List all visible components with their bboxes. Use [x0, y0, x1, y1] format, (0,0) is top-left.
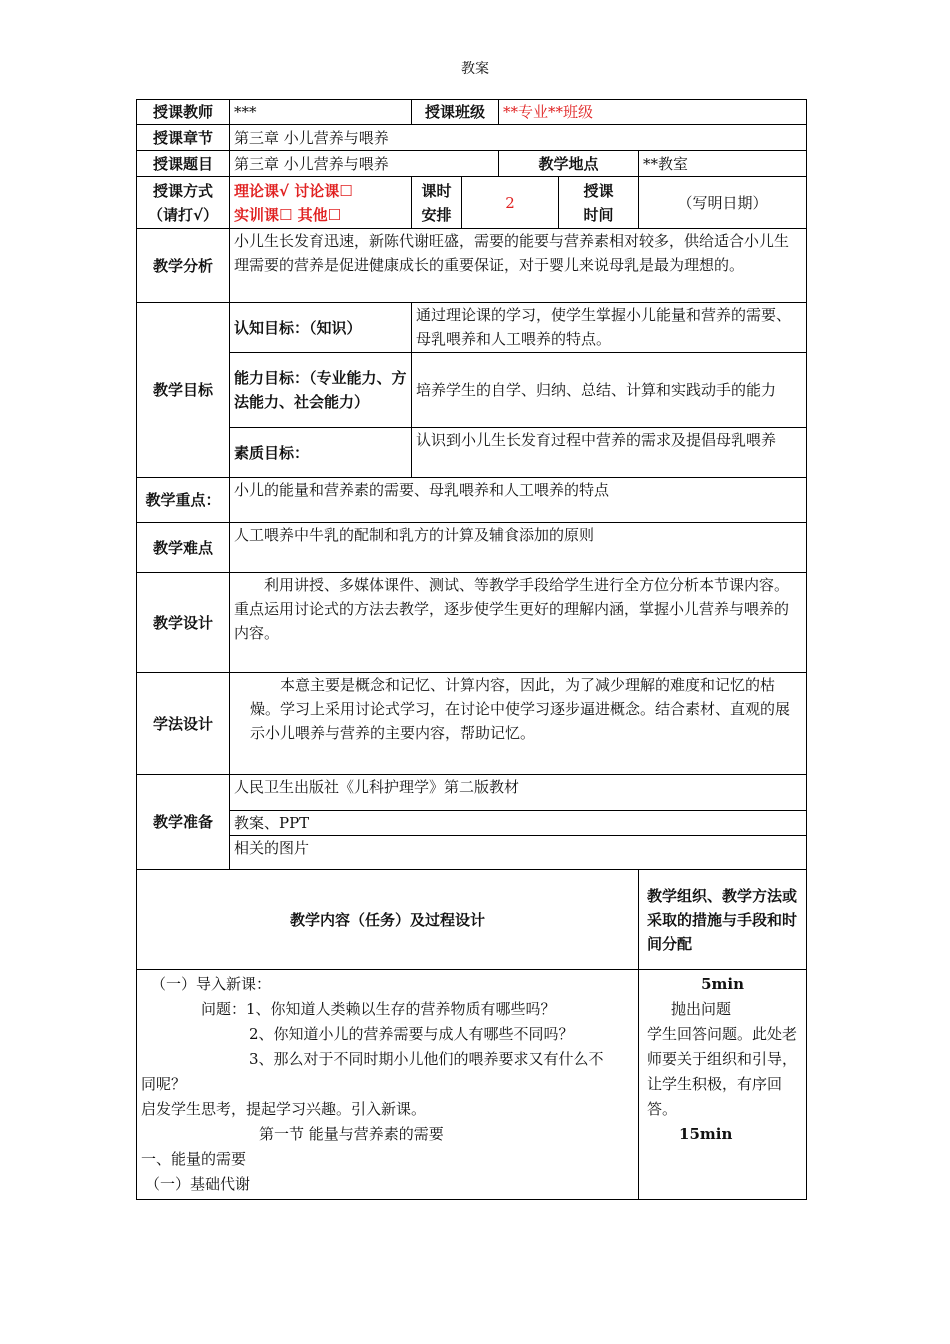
prep-label: 教学准备 [137, 775, 230, 870]
mode-value [230, 177, 412, 229]
row-content-body [137, 970, 807, 1200]
topic-value: 第三章 小儿营养与喂养 [230, 151, 499, 177]
row-analysis [137, 229, 807, 303]
method-value: 本意主要是概念和记忆、计算内容，因此，为了减少理解的难度和记忆的枯燥。学习上采用讨论式学习，在讨论中使学习逐步逼进概念。结合素材、直观的展示小儿喂养与营养的主要内容，帮助记忆。 [230, 673, 807, 775]
content-line: 一、能量的需要 [141, 1150, 247, 1168]
row-teacher [137, 100, 807, 125]
hours-value: 2 [462, 177, 559, 229]
hours-label [412, 177, 462, 229]
hours-label-line1: 课时 [421, 181, 452, 200]
row-goal-ability [137, 353, 807, 428]
row-difficulty [137, 523, 807, 573]
method-label: 学法设计 [137, 673, 230, 775]
goal-ability-value: 培养学生的自学、归纳、总结、计算和实践动手的能力 [412, 353, 807, 428]
time-allocation-5min: 5min [701, 975, 744, 993]
prep-item-textbook: 人民卫生出版社《儿科护理学》第二版教材 [230, 775, 807, 811]
hours-label-line2: 安排 [421, 205, 452, 224]
key-point-value: 小儿的能量和营养素的需要、母乳喂养和人工喂养的特点 [230, 478, 807, 523]
time-label-line2: 时间 [583, 205, 614, 224]
row-design [137, 573, 807, 673]
goal-quality-value: 认识到小儿生长发育过程中营养的需求及提倡母乳喂养 [412, 428, 807, 478]
row-mode [137, 177, 807, 229]
org-body [639, 970, 807, 1200]
chapter-value: 第三章 小儿营养与喂养 [230, 125, 807, 151]
content-line: 同呢？ [141, 1075, 187, 1093]
goal-quality-label: 素质目标： [230, 428, 412, 478]
goal-knowledge-label: 认知目标：（知识） [230, 303, 412, 353]
time-allocation-15min: 15min [679, 1125, 733, 1143]
mode-options-line2: 实训课☐ 其他☐ [234, 205, 342, 224]
content-line: 问题：1、你知道人类赖以生存的营养物质有哪些吗？ [201, 1000, 556, 1018]
row-goal-knowledge [137, 303, 807, 353]
org-header: 教学组织、教学方法或采取的措施与手段和时间分配 [639, 870, 807, 970]
content-body [137, 970, 639, 1200]
place-label: 教学地点 [499, 151, 639, 177]
class-label: 授课班级 [412, 100, 499, 125]
content-line: 第一节 能量与营养素的需要 [259, 1125, 444, 1143]
lesson-plan-table [136, 99, 807, 1200]
design-value: 利用讲授、多媒体课件、测试、等教学手段给学生进行全方位分析本节课内容。重点运用讨论式的方法去教学，逐步使学生更好的理解内涵，掌握小儿营养与喂养的内容。 [230, 573, 807, 673]
analysis-label: 教学分析 [137, 229, 230, 303]
content-line: 2、你知道小儿的营养需要与成人有哪些不同吗？ [249, 1025, 574, 1043]
prep-item-images: 相关的图片 [230, 836, 807, 870]
prep-item-ppt: 教案、PPT [230, 811, 807, 836]
mode-options-line1: 理论课√ 讨论课☐ [234, 181, 353, 200]
difficulty-value: 人工喂养中牛乳的配制和乳方的计算及辅食添加的原则 [230, 523, 807, 573]
goal-knowledge-value: 通过理论课的学习，使学生掌握小儿能量和营养的需要、母乳喂养和人工喂养的特点。 [412, 303, 807, 353]
goals-label: 教学目标 [137, 303, 230, 478]
page-header: 教案 [461, 61, 489, 77]
row-prep-2 [137, 811, 807, 836]
org-line: 抛出问题 [671, 1000, 732, 1018]
content-header: 教学内容（任务）及过程设计 [137, 870, 639, 970]
row-goal-quality [137, 428, 807, 478]
row-prep-1 [137, 775, 807, 811]
mode-label-line2: （请打√） [147, 205, 218, 224]
analysis-value: 小儿生长发育迅速，新陈代谢旺盛，需要的能要与营养素相对较多，供给适合小儿生理需要的营养是促进健康成长的重要保证，对于婴儿来说母乳是最为理想的。 [230, 229, 807, 303]
teacher-value: *** [230, 100, 412, 125]
place-value: **教室 [639, 151, 807, 177]
row-key-point [137, 478, 807, 523]
chapter-label: 授课章节 [137, 125, 230, 151]
mode-label-line1: 授课方式 [152, 181, 213, 200]
goal-ability-label: 能力目标：（专业能力、方法能力、社会能力） [230, 353, 412, 428]
class-value: **专业**班级 [499, 100, 807, 125]
design-label: 教学设计 [137, 573, 230, 673]
time-value: （写明日期） [639, 177, 807, 229]
content-line: （一）导入新课： [151, 975, 272, 993]
content-line: （一）基础代谢 [145, 1175, 251, 1193]
key-point-label: 教学重点： [137, 478, 230, 523]
org-line: 学生回答问题。此处老师要关于组织和引导，让学生积极，有序回答。 [647, 1025, 798, 1118]
topic-label: 授课题目 [137, 151, 230, 177]
teacher-label: 授课教师 [137, 100, 230, 125]
content-line: 3、那么对于不同时期小儿他们的喂养要求又有什么不 [249, 1050, 604, 1068]
time-label [559, 177, 639, 229]
content-line: 启发学生思考，提起学习兴趣。引入新课。 [141, 1100, 427, 1118]
time-label-line1: 授课 [583, 181, 614, 200]
mode-label [137, 177, 230, 229]
row-content-header [137, 870, 807, 970]
row-prep-3 [137, 836, 807, 870]
difficulty-label: 教学难点 [137, 523, 230, 573]
row-chapter [137, 125, 807, 151]
row-topic [137, 151, 807, 177]
row-method [137, 673, 807, 775]
